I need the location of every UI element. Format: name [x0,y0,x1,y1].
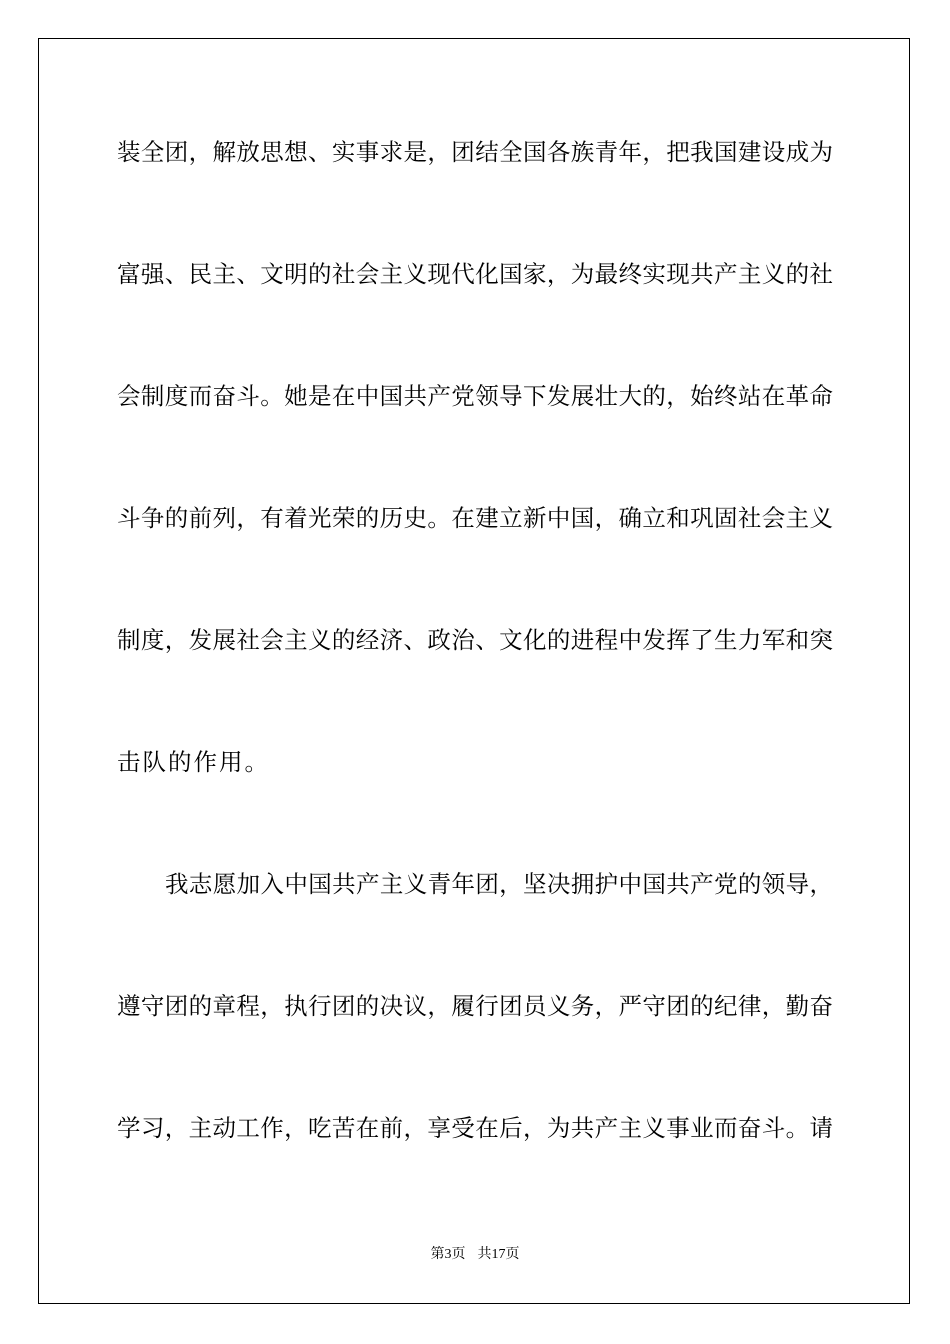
text-line-5: 制度，发展社会主义的经济、政治、文化的进程中发挥了生力军和突 [117,626,833,654]
text-line-7: 我志愿加入中国共产主义青年团，坚决拥护中国共产党的领导， [165,870,833,898]
text-line-1: 装全团，解放思想、实事求是，团结全国各族青年，把我国建设成为 [117,138,833,166]
text-line-4: 斗争的前列，有着光荣的历史。在建立新中国，确立和巩固社会主义 [117,504,833,532]
page-number-total: 共17页 [477,1247,520,1262]
text-line-3: 会制度而奋斗。她是在中国共产党领导下发展壮大的，始终站在革命 [117,382,833,410]
text-line-6: 击队的作用。 [117,748,270,776]
page-footer [0,1246,950,1264]
text-line-9: 学习，主动工作，吃苦在前，享受在后，为共产主义事业而奋斗。请 [117,1114,833,1142]
page-number-current: 第3页 [430,1247,466,1262]
text-line-8: 遵守团的章程，执行团的决议，履行团员义务，严守团的纪律，勤奋 [117,992,833,1020]
text-line-2: 富强、民主、文明的社会主义现代化国家，为最终实现共产主义的社 [117,260,833,288]
